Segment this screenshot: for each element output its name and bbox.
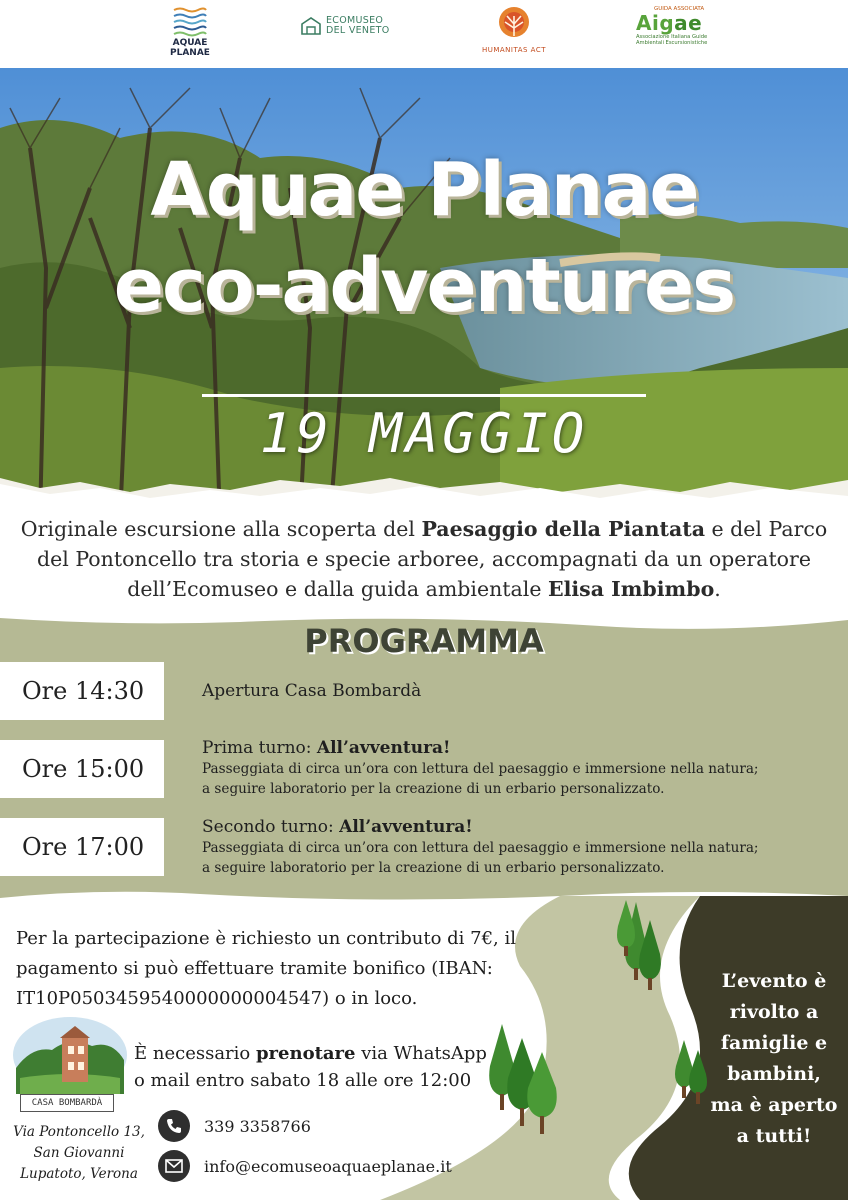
hand-tree-icon	[494, 6, 534, 42]
address-line1: Via Pontoncello 13,	[13, 1124, 145, 1140]
audience-note	[700, 966, 848, 1152]
waves-icon	[172, 6, 208, 38]
email-icon	[158, 1150, 190, 1182]
event-description	[20, 514, 828, 604]
booking-info	[134, 1040, 494, 1094]
ecomuseo-veneto-logo	[300, 16, 390, 36]
program-title: PROGRAMMA	[304, 622, 544, 660]
audience-note-line: bambini,	[727, 1063, 821, 1085]
program-item-first-turn	[202, 737, 759, 799]
audience-note-line: a tutti!	[736, 1125, 812, 1147]
aquae-planae-logo-text: AQUAE PLANAE	[170, 38, 210, 58]
aigae-logo-top: GUIDA ASSOCIATA	[654, 6, 705, 12]
intro-text-2: e del Parco del Pontoncello tra storia e specie arboree, accompagnati da un operatore dell’Ecomuseo e dalla guida ambientale	[37, 517, 828, 601]
address-line3: Lupatoto, Verona	[20, 1166, 138, 1182]
booking-deadline: o mail entro sabato 18 alle ore 12:00	[134, 1070, 472, 1091]
program-item-title-bold: All’avventura!	[316, 738, 451, 758]
email-address[interactable]: info@ecomuseoaquaeplanae.it	[204, 1156, 452, 1176]
program-item-title-bold: All’avventura!	[339, 817, 473, 837]
time-slot-1500	[0, 740, 164, 798]
audience-note-line: famiglie e	[720, 1032, 828, 1054]
time-slot-1700	[0, 818, 164, 876]
event-date: 19 MAGGIO	[259, 402, 589, 465]
intro-bold-guide-name: Elisa Imbimbo	[547, 577, 715, 601]
aigae-logo-name-a: Aig	[636, 11, 675, 35]
program-item-title-prefix: Prima turno:	[202, 738, 317, 758]
ecomuseo-logo-line2: DEL VENETO	[326, 25, 390, 36]
aigae-logo-subtitle: Associazione Italiana Guide Ambientali Escursionistiche	[636, 34, 708, 46]
program-item-desc-line2: a seguire laboratorio per la creazione di un erbario personalizzato.	[202, 860, 665, 876]
program-item-title: Apertura Casa Bombardà	[202, 681, 422, 701]
casa-bombarda-label: CASA BOMBARDÀ	[20, 1094, 114, 1112]
audience-note-line: rivolto a	[729, 1001, 819, 1023]
program-item-desc-line1: Passeggiata di circa un’ora con lettura del paesaggio e immersione nella natura;	[202, 761, 759, 777]
venue-address	[4, 1122, 154, 1185]
booking-text-prefix: È necessario	[134, 1043, 256, 1064]
torn-paper-edge	[0, 466, 848, 520]
time-label: Ore 17:00	[22, 833, 145, 861]
casa-bombarda-image	[12, 1016, 128, 1094]
program-item-opening	[202, 680, 421, 702]
humanitas-logo-text: HUMANITAS ACT	[481, 46, 547, 54]
house-icon	[300, 17, 322, 35]
phone-contact[interactable]	[158, 1110, 311, 1142]
program-item-desc-line1: Passeggiata di circa un’ora con lettura del paesaggio e immersione nella natura;	[202, 840, 759, 856]
partner-logos-bar	[0, 0, 848, 68]
phone-icon	[158, 1110, 190, 1142]
booking-text-bold: prenotare	[255, 1043, 356, 1064]
aigae-logo	[636, 6, 712, 46]
phone-number[interactable]: 339 3358766	[204, 1116, 311, 1136]
time-label: Ore 14:30	[22, 677, 145, 705]
title-divider	[202, 394, 646, 397]
program-item-second-turn	[202, 816, 759, 878]
program-item-desc-line2: a seguire laboratorio per la creazione di un erbario personalizzato.	[202, 781, 665, 797]
ecomuseo-logo-line1: ECOMUSEO	[326, 15, 384, 26]
booking-text-suffix: via WhatsApp	[355, 1043, 487, 1064]
event-title-line1: Aquae Planae	[150, 147, 698, 233]
program-item-title-prefix: Secondo turno:	[202, 817, 340, 837]
contribution-line3: IT10P0503459540000000004547) o in loco.	[16, 988, 418, 1009]
audience-note-line: ma è aperto	[710, 1094, 838, 1116]
audience-note-line: L’evento è	[721, 970, 827, 992]
contribution-line2: pagamento si può effettuare tramite bonifico (IBAN:	[16, 958, 493, 979]
aigae-logo-name-b: ae	[674, 11, 703, 35]
humanitas-act-logo	[478, 6, 550, 54]
email-contact[interactable]	[158, 1150, 452, 1182]
time-slot-1430	[0, 662, 164, 720]
time-label: Ore 15:00	[22, 755, 145, 783]
contribution-info	[16, 924, 556, 1014]
intro-text-3: .	[714, 577, 721, 601]
hero-banner	[0, 68, 848, 520]
intro-bold-paesaggio: Paesaggio della Piantata	[421, 517, 705, 541]
event-title-line2: eco-adventures	[113, 243, 735, 329]
aquae-planae-logo	[166, 6, 214, 58]
contribution-line1: Per la partecipazione è richiesto un contributo di 7€, il	[16, 928, 517, 949]
address-line2: San Giovanni	[33, 1145, 125, 1161]
intro-text-1: Originale escursione alla scoperta del	[20, 517, 422, 541]
